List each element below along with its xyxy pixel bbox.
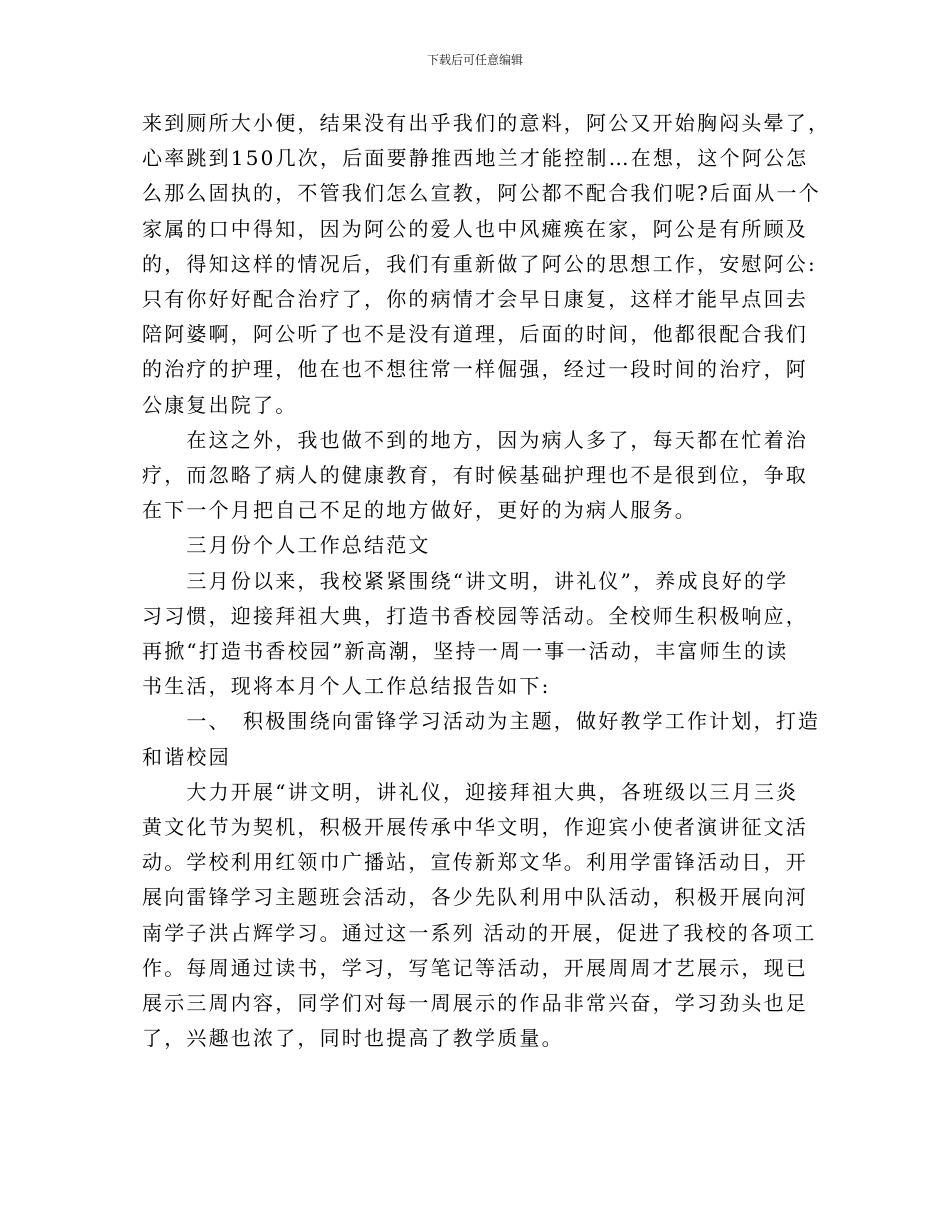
section-title: 三月份个人工作总结范文 xyxy=(142,533,431,558)
text-line: 书生活，现将本月个人工作总结报告如下: xyxy=(142,674,551,699)
text-line: 家属的口中得知，因为阿公的爱人也中风瘫痪在家，阿公是有所顾及 xyxy=(142,216,808,241)
text-line: 作。每周通过读书，学习，写笔记等活动，开展周周才艺展示，现已 xyxy=(142,955,808,980)
section-heading: 一、 积极围绕向雷锋学习活动为主题，做好教学工作计划，打造 xyxy=(142,709,821,734)
text-line: 动。学校利用红领巾广播站，宣传新郑文华。利用学雷锋活动日，开 xyxy=(142,850,808,875)
text-line: 公康复出院了。 xyxy=(142,392,298,417)
section-heading-continued: 和谐校园 xyxy=(142,744,231,769)
text-line: 的治疗的护理，他在也不想往常一样倔强，经过一段时间的治疗，阿 xyxy=(142,357,808,382)
text-line: 习习惯，迎接拜祖大典，打造书香校园等活动。全校师生积极响应， xyxy=(142,603,808,628)
text-line: 展示三周内容，同学们对每一周展示的作品非常兴奋，学习劲头也足 xyxy=(142,991,808,1016)
text-line: 在下一个月把自己不足的地方做好，更好的为病人服务。 xyxy=(142,498,697,523)
text-line: 大力开展“讲文明，讲礼仪，迎接拜祖大典，各班级以三月三炎 xyxy=(142,779,799,804)
text-line: 心率跳到150几次，后面要静推西地兰才能控制…在想，这个阿公怎 xyxy=(142,146,809,171)
text-line: 黄文化节为契机，积极开展传承中华文明，作迎宾小使者演讲征文活 xyxy=(142,815,808,840)
text-line: 的，得知这样的情况后，我们有重新做了阿公的思想工作，安慰阿公: xyxy=(142,251,817,276)
text-line: 了，兴趣也浓了，同时也提高了教学质量。 xyxy=(142,1026,564,1051)
text-line: 只有你好好配合治疗了，你的病情才会早日康复，这样才能早点回去 xyxy=(142,287,808,312)
text-line: 疗，而忽略了病人的健康教育，有时候基础护理也不是很到位，争取 xyxy=(142,463,808,488)
page-header-note: 下载后可任意编辑 xyxy=(426,53,523,67)
text-line: 南学子洪占辉学习。通过这一系列 活动的开展，促进了我校的各项工 xyxy=(142,920,817,945)
text-line: 展向雷锋学习主题班会活动，各少先队利用中队活动，积极开展向河 xyxy=(142,885,808,910)
text-line: 再掀“打造书香校园”新高潮，坚持一周一事一活动，丰富师生的读 xyxy=(142,639,789,664)
text-line: 三月份以来，我校紧紧围绕“讲文明，讲礼仪”，养成良好的学 xyxy=(142,568,789,593)
text-line: 在这之外，我也做不到的地方，因为病人多了，每天都在忙着治 xyxy=(142,427,808,452)
text-line: 么那么固执的，不管我们怎么宣教，阿公都不配合我们呢?后面从一个 xyxy=(142,181,821,206)
document-body xyxy=(142,106,831,1056)
text-line: 来到厕所大小便，结果没有出乎我们的意料，阿公又开始胸闷头晕了， xyxy=(142,111,831,135)
text-line: 陪阿婆啊，阿公听了也不是没有道理，后面的时间，他都很配合我们 xyxy=(142,322,808,347)
